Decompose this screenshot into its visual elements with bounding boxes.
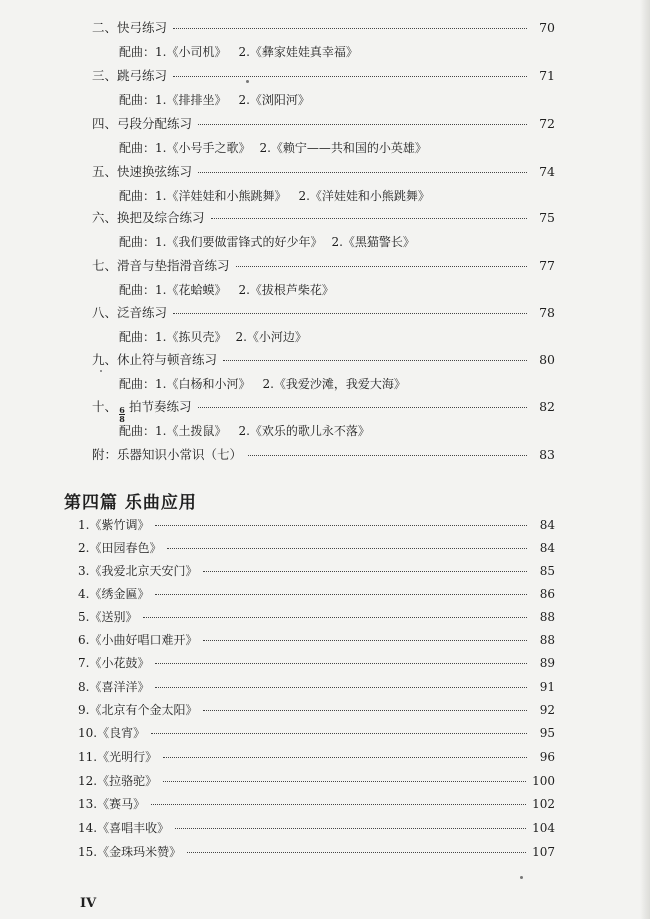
leader-dots [163,757,527,758]
leader-dots [175,828,526,829]
toc-pieces-section-2 [119,44,358,60]
page-number: 72 [539,116,555,131]
time-signature [119,406,125,423]
page-number: 86 [539,587,555,601]
piece-title: 1.《小司机》 [155,45,227,59]
page-number: 95 [539,726,555,740]
toc-entry-song[interactable] [78,725,555,741]
appendix-title: 附：乐器知识小常识（七） [92,447,243,462]
leader-dots [155,594,527,595]
pieces-prefix: 配曲： [119,189,156,203]
song-title: 4.《绣金匾》 [78,587,150,601]
pieces-prefix: 配曲： [119,45,156,59]
piece-title: 1.《我们要做雷锋式的好少年》 [155,235,323,249]
piece-title: 2.《洋娃娃和小熊跳舞》 [298,189,430,203]
section-title: 五、快速换弦练习 [92,164,193,179]
toc-entry-song[interactable] [78,517,555,533]
song-title: 5.《送别》 [78,610,138,624]
toc-pieces-section-7 [119,282,334,298]
leader-dots [203,640,527,641]
pieces-prefix: 配曲： [119,235,156,249]
song-title: 7.《小花鼓》 [78,656,150,670]
page-edge-shadow [640,0,650,919]
song-title: 15.《金珠玛米赞》 [78,845,182,859]
page-number: 88 [539,610,555,624]
leader-dots [203,571,527,572]
piece-title: 2.《拔根芦柴花》 [238,283,334,297]
page-number: 85 [539,564,555,578]
page-number: 84 [539,518,555,532]
toc-entry-song[interactable] [78,820,555,836]
toc-entry-song[interactable] [78,609,555,625]
toc-entry-section-2[interactable] [92,20,555,36]
section-title: 九、休止符与顿音练习 [92,352,218,367]
piece-title: 2.《欢乐的歌儿永不落》 [238,424,370,438]
song-title: 13.《赛马》 [78,797,146,811]
leader-dots [155,687,527,688]
section-title: 六、换把及综合练习 [92,210,205,225]
piece-title: 1.《土拨鼠》 [155,424,227,438]
leader-dots [198,124,527,125]
piece-title: 1.《花蛤蟆》 [155,283,227,297]
toc-entry-section-9[interactable] [92,352,555,368]
leader-dots [151,804,526,805]
scan-speck [246,80,249,83]
pieces-prefix: 配曲： [119,283,156,297]
leader-dots [173,313,527,314]
leader-dots [167,548,527,549]
leader-dots [163,781,526,782]
toc-pieces-section-10 [119,423,370,439]
song-title: 12.《拉骆驼》 [78,774,158,788]
leader-dots [223,360,527,361]
page-number: 77 [539,258,555,273]
pieces-prefix: 配曲： [119,377,156,391]
toc-pieces-section-5 [119,188,430,204]
toc-pieces-section-9 [119,376,406,392]
song-title: 14.《喜唱丰收》 [78,821,170,835]
pieces-prefix: 配曲： [119,93,156,107]
section-title: 三、跳弓练习 [92,68,168,83]
toc-entry-song[interactable] [78,563,555,579]
toc-entry-section-7[interactable] [92,258,555,274]
toc-entry-section-6[interactable] [92,210,555,226]
toc-entry-song[interactable] [78,586,555,602]
leader-dots [198,172,527,173]
page-number: 88 [539,633,555,647]
toc-entry-song[interactable] [78,796,555,812]
pieces-prefix: 配曲： [119,424,156,438]
song-title: 8.《喜洋洋》 [78,680,150,694]
piece-title: 2.《我爱沙滩，我爱大海》 [262,377,406,391]
page-number: 104 [532,821,555,835]
section-title: 二、快弓练习 [92,20,168,35]
toc-entry-song[interactable] [78,540,555,556]
toc-pieces-section-6 [119,234,415,250]
leader-dots [155,663,527,664]
leader-dots [187,852,526,853]
page-number: 71 [539,68,555,83]
page-number: 91 [539,680,555,694]
toc-entry-appendix[interactable] [92,447,555,463]
piece-title: 1.《拣贝壳》 [155,330,227,344]
toc-entry-song[interactable] [78,679,555,695]
toc-entry-section-4[interactable] [92,116,555,132]
song-title: 6.《小曲好唱口难开》 [78,633,198,647]
page-number: 82 [539,399,555,414]
section-title: 七、滑音与垫指滑音练习 [92,258,230,273]
piece-title: 1.《小号手之歌》 [155,141,251,155]
pieces-prefix: 配曲： [119,330,156,344]
toc-pieces-section-3 [119,92,310,108]
page-number: 107 [532,845,555,859]
page-number: 100 [532,774,555,788]
scan-speck [100,370,102,372]
leader-dots [248,455,527,456]
toc-entry-song[interactable] [78,702,555,718]
toc-pieces-section-8 [119,329,307,345]
toc-entry-song[interactable] [78,773,555,789]
page-number: 75 [539,210,555,225]
leader-dots [203,710,527,711]
leader-dots [173,76,527,77]
toc-pieces-section-4 [119,140,427,156]
scan-speck [520,876,523,879]
page-number: 89 [539,656,555,670]
toc-entry-song[interactable] [78,632,555,648]
page-number: 83 [539,447,555,462]
page-number: 84 [539,541,555,555]
pieces-prefix: 配曲： [119,141,156,155]
piece-title: 2.《小河边》 [235,330,307,344]
piece-title: 1.《白杨和小河》 [155,377,251,391]
song-title: 2.《田园春色》 [78,541,162,555]
chapter-heading: 第四篇 乐曲应用 [64,493,197,513]
song-title: 1.《紫竹调》 [78,518,150,532]
time-signature-bottom: 8 [119,414,125,424]
leader-dots [236,266,527,267]
song-title: 9.《北京有个金太阳》 [78,703,198,717]
piece-title: 2.《黑猫警长》 [331,235,415,249]
piece-title: 2.《赖宁——共和国的小英雄》 [259,141,427,155]
song-title: 10.《良宵》 [78,726,146,740]
time-signature-top: 6 [119,405,125,415]
leader-dots [211,218,527,219]
page-number: 70 [539,20,555,35]
toc-entry-song[interactable] [78,749,555,765]
page-number: 78 [539,305,555,320]
toc-entry-song[interactable] [78,655,555,671]
section-title-suffix: 拍节奏练习 [129,399,192,414]
leader-dots [151,733,527,734]
toc-entry-section-5[interactable] [92,164,555,180]
section-title-prefix: 十、 [92,399,118,414]
page-number: 74 [539,164,555,179]
leader-dots [143,617,527,618]
page-number: 80 [539,352,555,367]
page-number: 102 [532,797,555,811]
leader-dots [173,28,527,29]
toc-entry-section-8[interactable] [92,305,555,321]
song-title: 3.《我爱北京天安门》 [78,564,198,578]
footer-page-label: IV [80,896,97,911]
page-number: 92 [539,703,555,717]
toc-entry-section-3[interactable] [92,68,555,84]
leader-dots [155,525,527,526]
toc-entry-song[interactable] [78,844,555,860]
piece-title: 1.《排排坐》 [155,93,227,107]
piece-title: 1.《洋娃娃和小熊跳舞》 [155,189,287,203]
song-title: 11.《光明行》 [78,750,158,764]
page-number: 96 [539,750,555,764]
toc-entry-section-10[interactable] [92,399,555,424]
piece-title: 2.《浏阳河》 [238,93,310,107]
section-title: 八、泛音练习 [92,305,168,320]
piece-title: 2.《彝家娃娃真幸福》 [238,45,358,59]
section-title: 四、弓段分配练习 [92,116,193,131]
leader-dots [198,407,527,408]
